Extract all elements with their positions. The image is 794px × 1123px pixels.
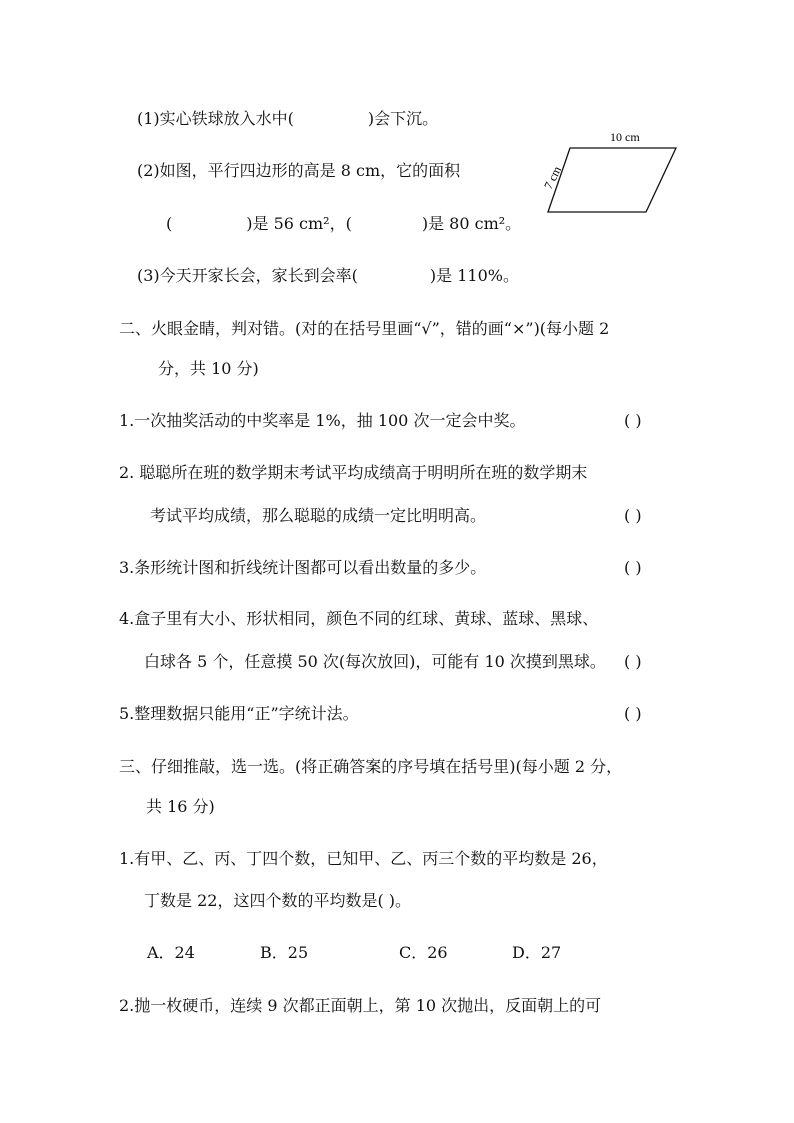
fill-q2-line2 — [166, 213, 521, 235]
fill-q3 — [137, 265, 519, 287]
fill-q1-suffix: )会下沉。 — [367, 109, 439, 128]
section2-heading-line2: 分，共 10 分) — [158, 359, 259, 378]
choice-q1-line2: 丁数是 22，这四个数的平均数是( )。 — [144, 891, 412, 910]
option-d[interactable]: D．27 — [512, 943, 562, 962]
answer-paren[interactable]: ( ) — [624, 558, 642, 577]
judge-item-2-line2: 考试平均成绩，那么聪聪的成绩一定比明明高。 — [150, 506, 487, 525]
judge-item-2-line1: 2. 聪聪所在班的数学期末考试平均成绩高于明明所在班的数学期末 — [119, 463, 588, 482]
judge-item-4-line1: 4.盒子里有大小、形状相同，颜色不同的红球、黄球、蓝球、黑球、 — [119, 609, 599, 628]
section3-heading-line2: 共 16 分) — [146, 797, 215, 816]
answer-paren[interactable]: ( ) — [624, 652, 642, 671]
fill-q3-prefix: (3)今天开家长会，家长到会率( — [137, 266, 358, 285]
section3-heading-line1: 三、仔细推敲，选一选。(将正确答案的序号填在括号里)(每小题 2 分， — [119, 757, 623, 776]
answer-paren[interactable]: ( ) — [624, 506, 642, 525]
option-c[interactable]: C．26 — [399, 943, 448, 962]
paren-open: ( — [166, 214, 173, 233]
parallelogram-figure — [538, 124, 683, 219]
option-a[interactable]: A．24 — [147, 943, 195, 962]
option-b[interactable]: B．25 — [260, 943, 309, 962]
label-side: 7 cm — [541, 163, 565, 192]
judge-item-3: 3.条形统计图和折线统计图都可以看出数量的多少。 — [119, 558, 487, 577]
section2-heading-line1: 二、火眼金睛，判对错。(对的在括号里画“√”，错的画“×”)(每小题 2 — [119, 319, 610, 338]
label-top: 10 cm — [610, 130, 640, 144]
answer-paren[interactable]: ( ) — [624, 704, 642, 723]
choice-q2-line1: 2.抛一枚硬币，连续 9 次都正面朝上，第 10 次抛出，反面朝上的可 — [119, 996, 602, 1015]
judge-item-5: 5.整理数据只能用“正”字统计法。 — [119, 704, 359, 723]
fill-q3-suffix: )是 110%。 — [429, 266, 519, 285]
fill-q1-prefix: (1)实心铁球放入水中( — [137, 109, 294, 128]
answer-paren[interactable]: ( ) — [624, 411, 642, 430]
judge-item-4-line2: 白球各 5 个，任意摸 50 次(每次放回)，可能有 10 次摸到黑球。 — [144, 652, 606, 671]
judge-item-1: 1.一次抽奖活动的中奖率是 1%，抽 100 次一定会中奖。 — [119, 411, 526, 430]
fill-q2-end: )是 80 cm²。 — [421, 214, 522, 233]
fill-q2-line1: (2)如图，平行四边形的高是 8 cm，它的面积 — [137, 161, 461, 180]
fill-q1 — [137, 108, 438, 130]
choice-q1-line1: 1.有甲、乙、丙、丁四个数，已知甲、乙、丙三个数的平均数是 26， — [119, 849, 608, 868]
parallelogram-shape — [548, 148, 676, 212]
fill-q2-mid: )是 56 cm²，( — [246, 214, 352, 233]
